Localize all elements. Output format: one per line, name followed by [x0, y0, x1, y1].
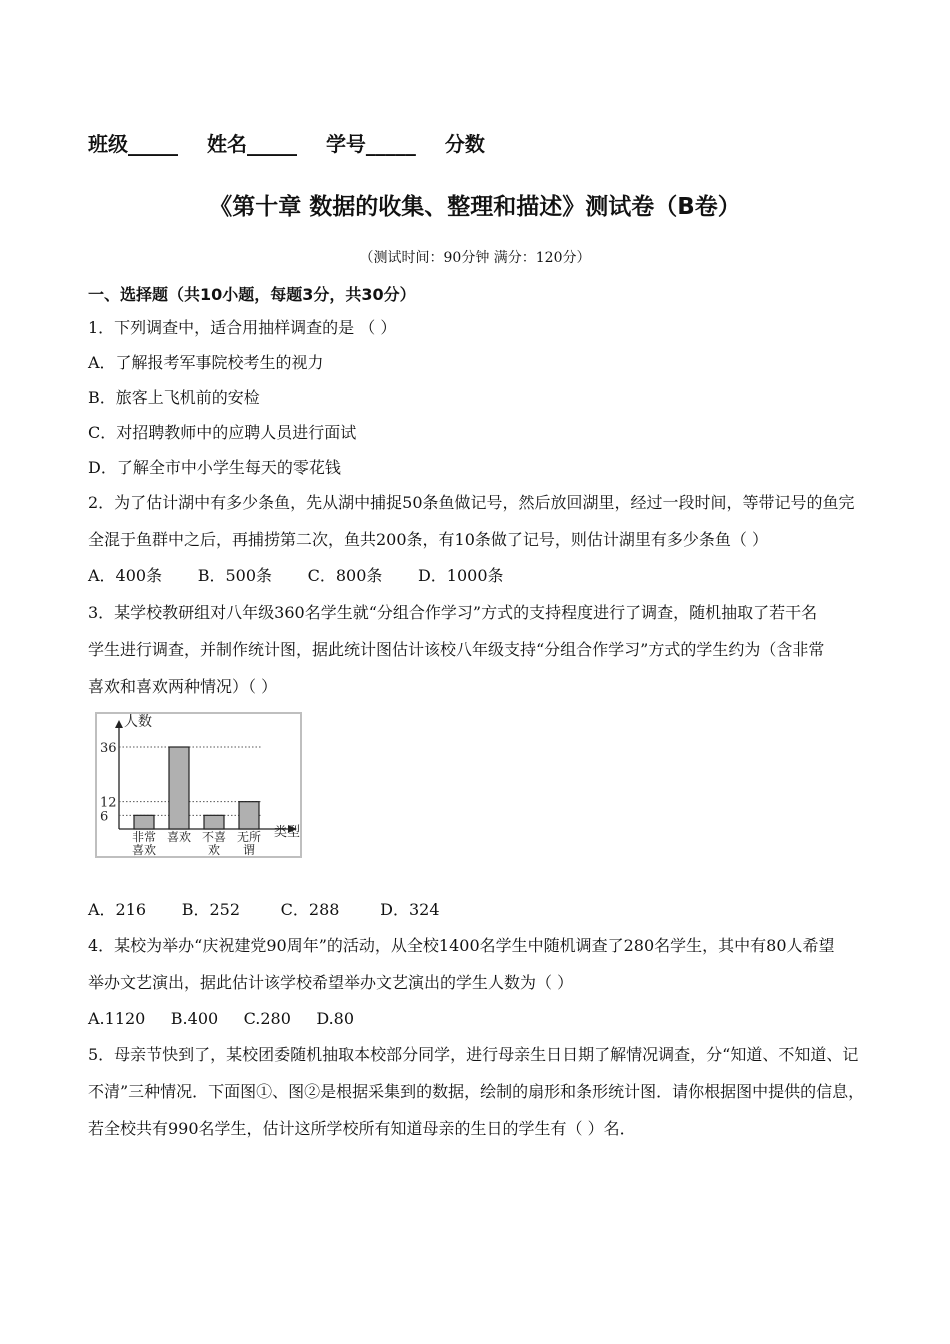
x-tick-label: 不喜: [201, 830, 227, 844]
bar: [134, 815, 154, 829]
y-tick-label: 6: [100, 809, 109, 825]
x-tick-label: 喜欢: [131, 843, 157, 856]
bar: [169, 747, 189, 829]
q5-stem-line1: 5．母亲节快到了，某校团委随机抽取本校部分同学，进行母亲生日日期了解情况调查，分“知道、不知道、记: [88, 1045, 859, 1064]
q5-stem-line3: 若全校共有990名学生，估计这所学校所有知道母亲的生日的学生有（ ）名．: [88, 1119, 636, 1138]
bar: [239, 802, 259, 829]
x-tick-label: 非常: [131, 830, 157, 844]
class-field: 班级_____: [88, 132, 178, 156]
name-field: 姓名_____: [206, 132, 297, 156]
y-tick-label: 36: [100, 741, 117, 756]
q1-option-d: D．了解全市中小学生每天的零花钱: [88, 458, 341, 477]
q1-option-a: A．了解报考军事院校考生的视力: [88, 353, 324, 372]
student-id-field: 学号_____: [325, 132, 416, 156]
q1-option-b: B．旅客上飞机前的安检: [88, 388, 260, 407]
x-axis-label: 类型: [274, 825, 300, 840]
q2-options: A．400条 B．500条 C．800条 D．1000条: [88, 566, 504, 585]
section-heading: 一、选择题（共10小题，每题3分，共30分）: [88, 285, 416, 304]
q2-stem-line2: 全混于鱼群中之后，再捕捞第二次，鱼共200条，有10条做了记号，则估计湖里有多少条鱼（ ）: [88, 530, 768, 549]
q3-stem-line2: 学生进行调查，并制作统计图，据此统计图估计该校八年级支持“分组合作学习”方式的学生约为（含非常: [88, 640, 825, 659]
page-subtitle: （测试时间：90分钟 满分：120分）: [359, 250, 591, 266]
q3-stem-line1: 3．某学校教研组对八年级360名学生就“分组合作学习”方式的支持程度进行了调查，随机抽取了若干名: [88, 603, 818, 622]
score-field: 分数: [444, 132, 485, 156]
q4-stem-line2: 举办文艺演出，据此估计该学校希望举办文艺演出的学生人数为（ ）: [88, 973, 574, 992]
q2-stem-line1: 2．为了估计湖中有多少条鱼，先从湖中捕捉50条鱼做记号，然后放回湖里，经过一段时间，等带记号的鱼完: [88, 493, 855, 512]
x-tick-label: 谓: [242, 843, 256, 856]
x-tick-label: 欢: [207, 843, 221, 856]
page-title: 《第十章 数据的收集、整理和描述》测试卷（B卷）: [209, 194, 741, 220]
bar: [204, 815, 224, 829]
q5-stem-line2: 不清”三种情况．下面图①、图②是根据采集到的数据，绘制的扇形和条形统计图．请你根据图中提供的信息，: [88, 1082, 865, 1101]
bar-chart: [95, 712, 302, 858]
y-axis-label: 人数: [124, 714, 152, 730]
q3-options: A．216 B．252 C．288 D．324: [88, 900, 440, 919]
q4-stem-line1: 4．某校为举办“庆祝建党90周年”的活动，从全校1400名学生中随机调查了280名学生，其中有80人希望: [88, 936, 835, 955]
y-tick-label: 12: [100, 795, 117, 811]
y-axis-arrow: [115, 720, 123, 728]
q1-stem: 1．下列调查中，适合用抽样调查的是 （ ）: [88, 318, 397, 337]
x-tick-label: 喜欢: [166, 830, 192, 844]
x-tick-label: 无所: [236, 830, 262, 844]
q1-option-c: C．对招聘教师中的应聘人员进行面试: [88, 423, 357, 442]
q3-stem-line3: 喜欢和喜欢两种情况）（ ）: [88, 677, 278, 696]
q4-options: A.1120 B.400 C.280 D.80: [88, 1009, 355, 1028]
bar-chart-svg: [97, 714, 300, 856]
header-fields: [88, 128, 507, 157]
